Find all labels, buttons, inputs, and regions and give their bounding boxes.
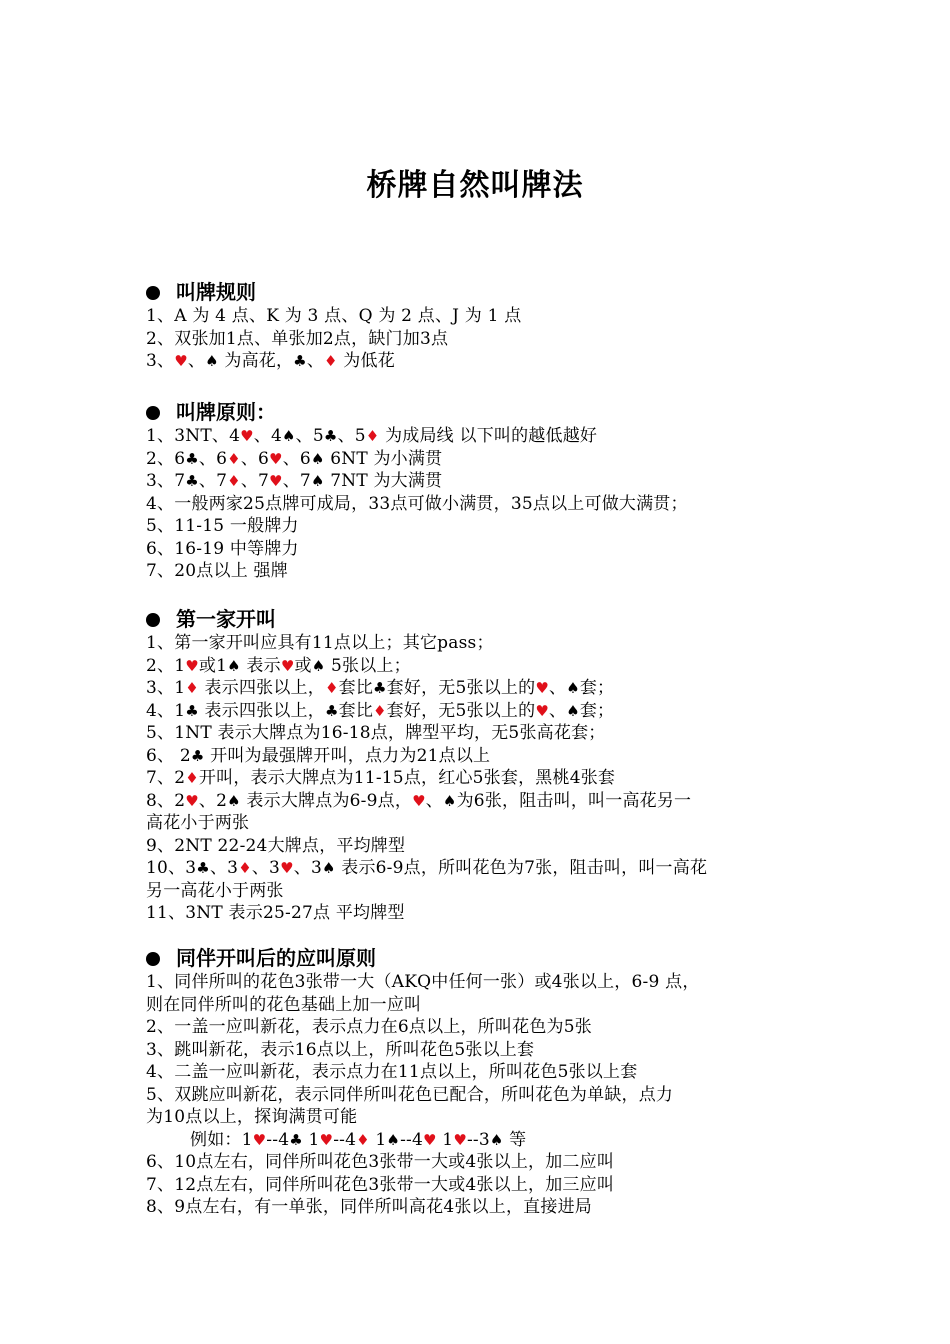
- spade-suit-icon: ♠: [205, 352, 219, 370]
- diamond-suit-icon: ♦: [324, 679, 339, 697]
- text-line: 8、2♥、2♠ 表示大牌点为6-9点，♥、♠为6张，阻击叫，叫一高花另一: [146, 790, 692, 811]
- text-line: 1、第一家开叫应具有11点以上；其它pass；: [146, 633, 494, 653]
- club-suit-icon: ♣: [190, 746, 205, 765]
- text-line: 2、1♥或1♠ 表示♥或♠ 5张以上；: [146, 655, 411, 676]
- heart-suit-icon: ♥: [269, 472, 283, 490]
- diamond-suit-icon: ♦: [238, 859, 252, 877]
- heart-suit-icon: ♥: [412, 791, 426, 810]
- text-line: 8、9点左右，有一单张，同伴所叫高花4张以上，直接进局: [146, 1197, 592, 1217]
- heart-suit-icon: ♥: [280, 859, 294, 877]
- diamond-suit-icon: ♦: [185, 769, 199, 787]
- spade-suit-icon: ♠: [321, 859, 336, 877]
- section-heading: 叫牌规则: [146, 279, 826, 305]
- section-heading: 叫牌原则：: [146, 399, 826, 425]
- text-line: 2、6♣、6♦、6♥、6♠ 6NT 为小满贯: [146, 448, 443, 469]
- diamond-suit-icon: ♦: [356, 1130, 370, 1149]
- heart-suit-icon: ♥: [240, 427, 254, 445]
- diamond-suit-icon: ♦: [373, 701, 387, 720]
- heart-suit-icon: ♥: [280, 656, 295, 675]
- club-suit-icon: ♣: [185, 701, 199, 720]
- text-line: 4、一般两家25点牌可成局，33点可做小满贯，35点以上可做大满贯；: [146, 493, 688, 514]
- text-line: 1、A 为 4 点、K 为 3 点、Q 为 2 点、J 为 1 点: [146, 306, 522, 326]
- text-line: 7、12点左右，同伴所叫花色3张带一大或4张以上，加三应叫: [146, 1174, 615, 1195]
- club-suit-icon: ♣: [293, 352, 307, 370]
- spade-suit-icon: ♠: [227, 791, 241, 810]
- diamond-suit-icon: ♦: [365, 427, 380, 445]
- heart-suit-icon: ♥: [185, 656, 199, 675]
- text-line: 另一高花小于两张: [146, 880, 284, 901]
- text-line: 6、10点左右，同伴所叫花色3张带一大或4张以上，加二应叫: [146, 1152, 615, 1172]
- bullet-icon: [146, 952, 160, 966]
- text-line: 10、3♣、3♦、3♥、3♠ 表示6-9点，所叫花色为7张，阻击叫，叫一高花: [146, 858, 708, 878]
- diamond-suit-icon: ♦: [227, 449, 241, 468]
- text-line: 为10点以上，探询满贯可能: [146, 1107, 358, 1127]
- text-line: 4、二盖一应叫新花，表示点力在11点以上，所叫花色5张以上套: [146, 1062, 638, 1082]
- text-line: 11、3NT 表示25-27点 平均牌型: [146, 903, 405, 923]
- section-heading: 第一家开叫: [146, 606, 826, 632]
- heart-suit-icon: ♥: [319, 1130, 334, 1149]
- bullet-icon: [146, 613, 160, 627]
- club-suit-icon: ♣: [185, 449, 199, 468]
- club-suit-icon: ♣: [289, 1130, 303, 1149]
- spade-suit-icon: ♠: [282, 427, 296, 445]
- bullet-icon: [146, 406, 160, 420]
- text-line: 5、11-15 一般牌力: [146, 516, 299, 536]
- heart-suit-icon: ♥: [535, 701, 549, 720]
- text-line: 1、同伴所叫的花色3张带一大（AKQ中任何一张）或4张以上，6-9 点，: [146, 972, 700, 992]
- heart-suit-icon: ♥: [252, 1130, 267, 1149]
- text-line: 高花小于两张: [146, 813, 250, 833]
- example-line: 例如：1♥--4♣ 1♥--4♦ 1♠--4♥ 1♥--3♠ 等: [190, 1129, 527, 1150]
- text-line: 2、一盖一应叫新花，表示点力在6点以上，所叫花色为5张: [146, 1017, 592, 1037]
- heart-suit-icon: ♥: [174, 352, 188, 370]
- spade-suit-icon: ♠: [386, 1130, 401, 1149]
- section-heading: 同伴开叫后的应叫原则: [146, 945, 826, 971]
- spade-suit-icon: ♠: [227, 656, 241, 675]
- club-suit-icon: ♣: [324, 701, 339, 720]
- club-suit-icon: ♣: [196, 859, 210, 877]
- club-suit-icon: ♣: [373, 679, 387, 697]
- spade-suit-icon: ♠: [442, 791, 457, 810]
- text-line: 5、1NT 表示大牌点为16-18点，牌型平均，无5张高花套；: [146, 723, 606, 743]
- heart-suit-icon: ♥: [535, 679, 549, 697]
- heart-suit-icon: ♥: [185, 791, 199, 810]
- diamond-suit-icon: ♦: [227, 472, 241, 490]
- text-line: 1、3NT、4♥、4♠、5♣、5♦ 为成局线 以下叫的越低越好: [146, 426, 598, 446]
- text-line: 则在同伴所叫的花色基础上加一应叫: [146, 994, 422, 1015]
- text-line: 7、20点以上 强牌: [146, 561, 288, 581]
- club-suit-icon: ♣: [323, 427, 338, 445]
- text-line: 5、双跳应叫新花，表示同伴所叫花色已配合，所叫花色为单缺，点力: [146, 1084, 674, 1105]
- section-bidding-principles: [146, 399, 826, 583]
- text-line: 3、7♣、7♦、7♥、7♠ 7NT 为大满贯: [146, 471, 443, 491]
- section-first-opening: [146, 606, 826, 925]
- text-line: 7、2♦开叫，表示大牌点为11-15点，红心5张套，黑桃4张套: [146, 768, 616, 788]
- heart-suit-icon: ♥: [423, 1130, 437, 1149]
- diamond-suit-icon: ♦: [324, 352, 338, 370]
- heart-suit-icon: ♥: [269, 449, 283, 468]
- heart-suit-icon: ♥: [453, 1130, 467, 1149]
- spade-suit-icon: ♠: [566, 679, 580, 697]
- spade-suit-icon: ♠: [311, 656, 326, 675]
- text-line: 9、2NT 22-24大牌点，平均牌型: [146, 835, 406, 856]
- text-line: 2、双张加1点、单张加2点，缺门加3点: [146, 328, 449, 349]
- bullet-icon: [146, 286, 160, 300]
- club-suit-icon: ♣: [185, 472, 199, 490]
- page-title: 桥牌自然叫牌法: [366, 168, 584, 203]
- text-line: 6、16-19 中等牌力: [146, 538, 299, 559]
- text-line: 4、1♣ 表示四张以上，♣套比♦套好，无5张以上的♥、♠套；: [146, 700, 615, 721]
- spade-suit-icon: ♠: [310, 472, 325, 490]
- spade-suit-icon: ♠: [566, 701, 580, 720]
- text-line: 3、1♦ 表示四张以上，♦套比♣套好，无5张以上的♥、♠套；: [146, 678, 615, 698]
- text-line: 6、 2♣ 开叫为最强牌开叫，点力为21点以上: [146, 745, 491, 766]
- section-response-principles: [146, 945, 826, 1219]
- diamond-suit-icon: ♦: [185, 679, 199, 697]
- spade-suit-icon: ♠: [310, 449, 325, 468]
- spade-suit-icon: ♠: [489, 1130, 504, 1149]
- text-line: 3、跳叫新花，表示16点以上，所叫花色5张以上套: [146, 1039, 535, 1060]
- text-line: 3、♥、♠ 为高花，♣、♦ 为低花: [146, 351, 395, 371]
- section-bidding-rules: [146, 279, 826, 373]
